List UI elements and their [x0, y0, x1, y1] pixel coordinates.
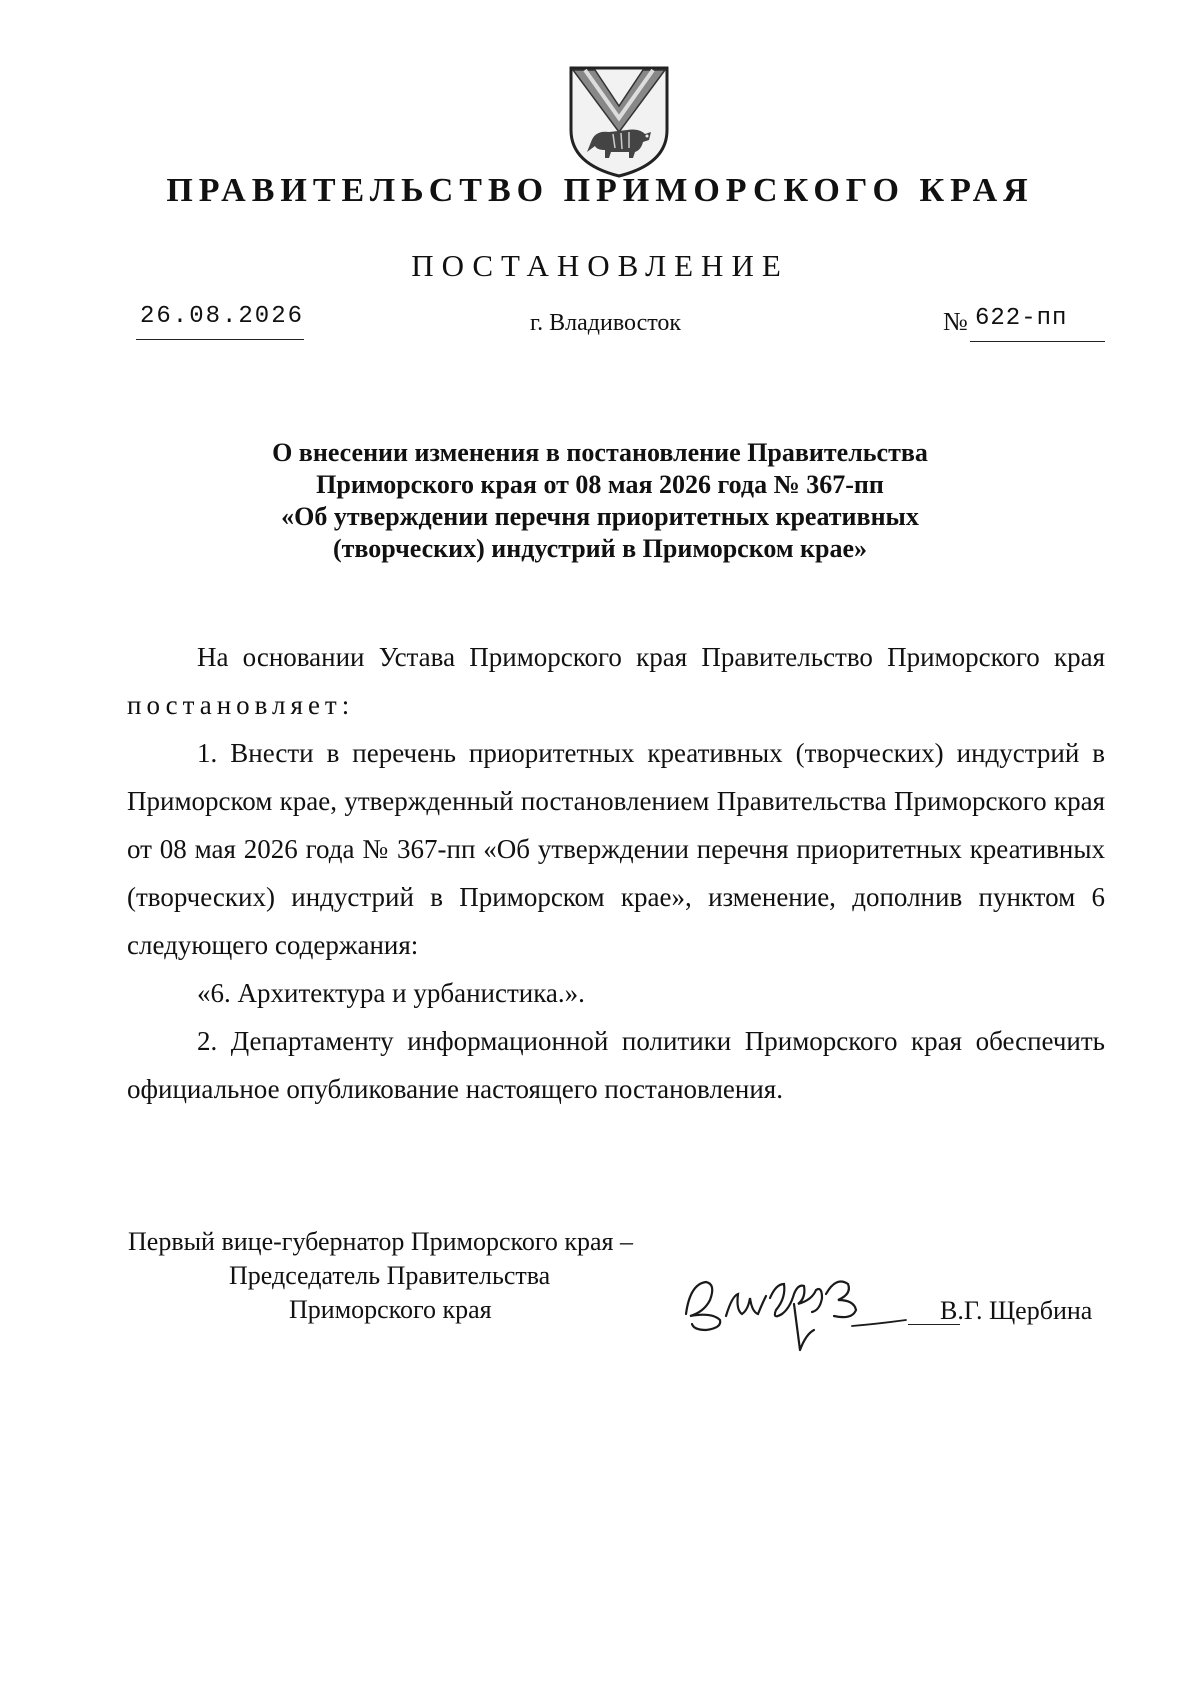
document-number: 622-пп [975, 305, 1068, 332]
title-line: О внесении изменения в постановление Правительства [272, 438, 928, 467]
title-line: (творческих) индустрий в Приморском крае» [332, 534, 868, 563]
document-date: 26.08.2026 [139, 303, 305, 330]
preamble-paragraph [127, 633, 1105, 729]
number-sign: № [943, 307, 968, 336]
signer-name: В.Г. Щербина [940, 1296, 1093, 1325]
signatory-position [128, 1225, 728, 1327]
handwritten-signature [676, 1254, 916, 1364]
title-line: Приморского края от 08 мая 2026 года № 367-пп [316, 470, 884, 499]
item-1-quote: «6. Архитектура и урбанистика.». [197, 978, 585, 1008]
coat-of-arms-icon [565, 60, 673, 180]
position-line: Первый вице-губернатор Приморского края – [128, 1227, 633, 1256]
document-title [170, 437, 1030, 565]
position-line: Председатель Правительства [229, 1261, 551, 1290]
organization-title: ПРАВИТЕЛЬСТВО ПРИМОРСКОГО КРАЯ [166, 172, 1034, 209]
date-underline [136, 339, 304, 340]
resolves-word: постановляет: [127, 690, 355, 720]
number-underline [970, 341, 1105, 342]
item-1-paragraph: 1. Внести в перечень приоритетных креативных (творческих) индустрий в Приморском крае, утвержденный постановлением Правительства Приморского края от 08 мая 2026 года № 367-пп «Об утверждении перечня приоритетных креативных (творческих) индустрий в Приморском крае», изменение, дополнив пунктом 6 следующего содержания: [127, 738, 1105, 960]
document-body [127, 633, 1105, 1113]
title-line: «Об утверждении перечня приоритетных креативных [281, 502, 919, 531]
document-type: ПОСТАНОВЛЕНИЕ [411, 248, 789, 283]
item-2-paragraph: 2. Департаменту информационной политики Приморского края обеспечить официальное опубликование настоящего постановления. [127, 1026, 1105, 1104]
position-line: Приморского края [289, 1295, 492, 1324]
document-city: г. Владивосток [530, 310, 682, 336]
preamble-text: На основании Устава Приморского края Правительство Приморского края [197, 642, 1105, 672]
